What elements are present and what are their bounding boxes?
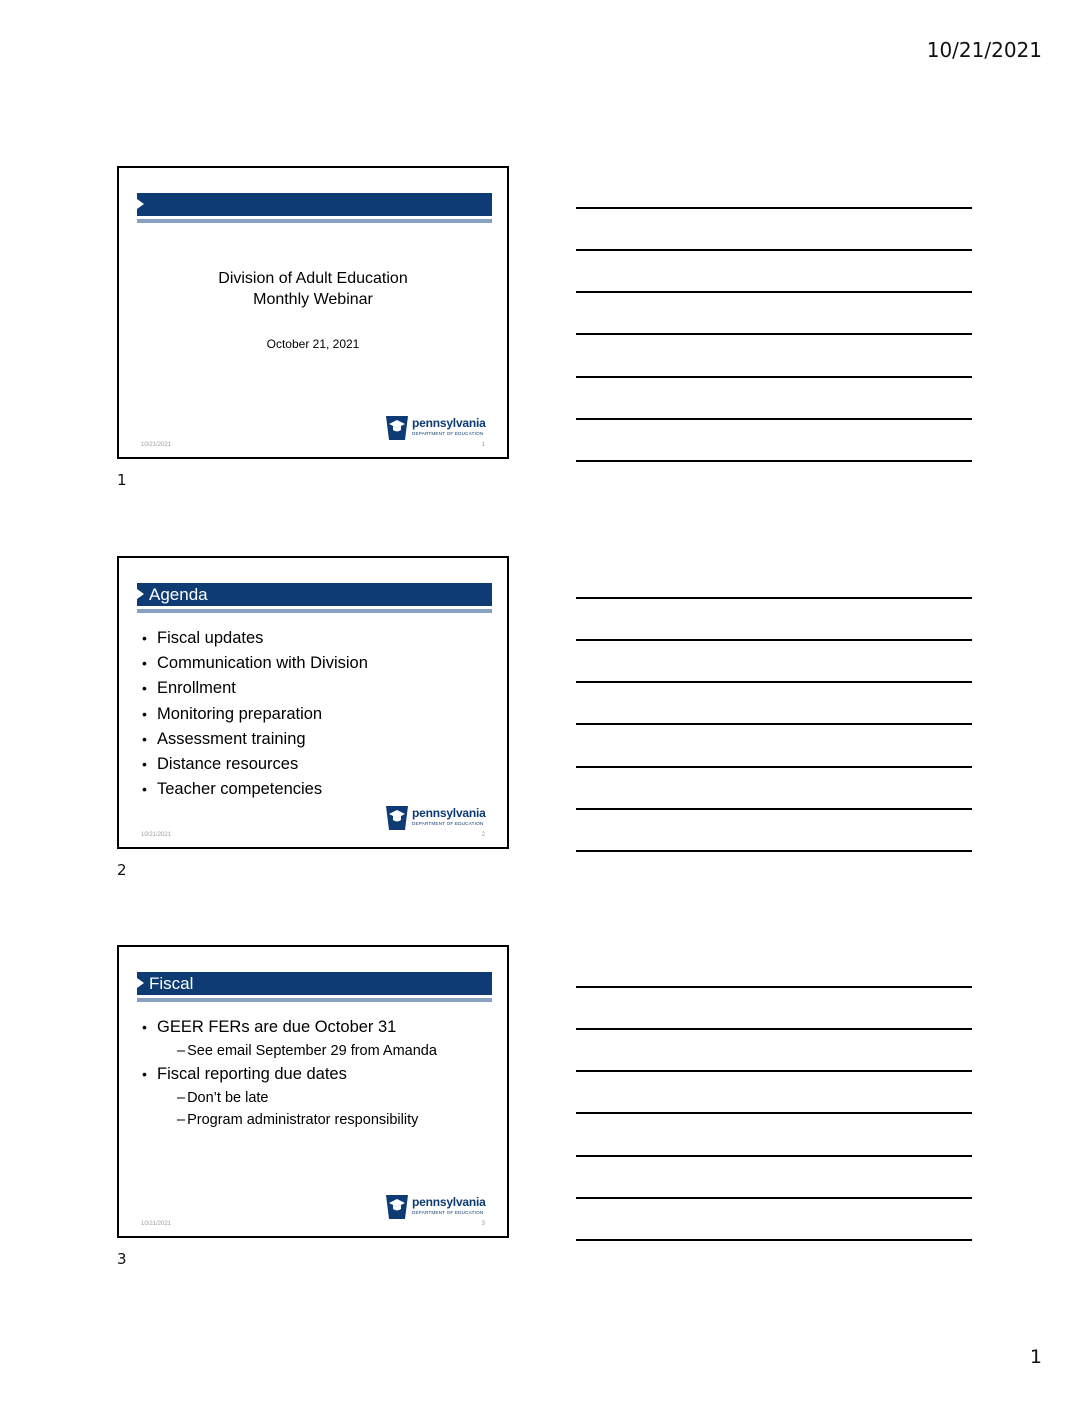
- arrow-icon: [137, 199, 144, 209]
- sub-list: [157, 1040, 437, 1062]
- sub-list-item: – Program administrator responsibility: [157, 1109, 437, 1131]
- sub-list-item: – Don’t be late: [157, 1087, 437, 1109]
- list-item: • Teacher competencies: [141, 777, 368, 802]
- note-line: [576, 1112, 972, 1114]
- brand-subtitle: DEPARTMENT OF EDUCATION: [412, 821, 484, 826]
- brand-name: pennsylvania: [412, 1195, 486, 1209]
- note-line: [576, 986, 972, 988]
- note-line: [576, 376, 972, 378]
- keystone-icon: [385, 415, 409, 441]
- note-line: [576, 207, 972, 209]
- note-line: [576, 1197, 972, 1199]
- list-item: • Assessment training: [141, 727, 368, 752]
- slide-index-1: 1: [117, 471, 127, 489]
- brand-subtitle: DEPARTMENT OF EDUCATION: [412, 1210, 484, 1215]
- slide-footer-date: 10/21/2021: [141, 1221, 172, 1227]
- note-line: [576, 597, 972, 599]
- note-line: [576, 249, 972, 251]
- slide-title: Fiscal: [149, 974, 194, 993]
- note-line: [576, 418, 972, 420]
- fiscal-list: [141, 1015, 437, 1131]
- slide-2: [117, 556, 509, 849]
- slide-1: [117, 166, 509, 459]
- cover-date: October 21, 2021: [266, 337, 360, 351]
- note-line: [576, 1155, 972, 1157]
- note-line: [576, 808, 972, 810]
- slide-title-bar: [137, 193, 492, 216]
- slide-footer-date: 10/21/2021: [141, 832, 172, 838]
- list-item: • Distance resources: [141, 752, 368, 777]
- title-underline: [137, 219, 492, 223]
- note-line: [576, 639, 972, 641]
- keystone-icon: [385, 805, 409, 831]
- slide-index-3: 3: [117, 1250, 127, 1268]
- arrow-icon: [137, 978, 144, 988]
- list-item: • Enrollment: [141, 676, 368, 701]
- cover-title: [119, 268, 507, 310]
- cover-title-line-2: Monthly Webinar: [253, 291, 373, 308]
- note-line: [576, 723, 972, 725]
- list-item: • Communication with Division: [141, 651, 368, 676]
- cover-title-line-1: Division of Adult Education: [218, 270, 408, 287]
- pa-logo: [385, 805, 489, 831]
- slide-footer-number: 2: [481, 832, 485, 838]
- title-underline: [137, 998, 492, 1002]
- page-date: 10/21/2021: [926, 38, 1042, 62]
- arrow-icon: [137, 589, 144, 599]
- sub-list-item: – See email September 29 from Amanda: [157, 1040, 437, 1062]
- note-line: [576, 1070, 972, 1072]
- keystone-icon: [385, 1194, 409, 1220]
- list-item-text: Fiscal reporting due dates: [157, 1065, 347, 1084]
- note-line: [576, 766, 972, 768]
- brand-name: pennsylvania: [412, 416, 486, 430]
- slide-title: Agenda: [149, 585, 208, 604]
- sub-list: [157, 1087, 437, 1131]
- note-line: [576, 291, 972, 293]
- note-line: [576, 460, 972, 462]
- agenda-list: [141, 626, 368, 802]
- title-underline: [137, 609, 492, 613]
- list-item: [141, 1062, 437, 1131]
- slide-index-2: 2: [117, 861, 127, 879]
- pa-logo: [385, 1194, 489, 1220]
- list-item-text: GEER FERs are due October 31: [157, 1018, 397, 1036]
- slide-footer-date: 10/21/2021: [141, 442, 172, 448]
- brand-name: pennsylvania: [412, 806, 486, 820]
- list-item: [141, 1015, 437, 1062]
- note-line: [576, 850, 972, 852]
- list-item: • Fiscal updates: [141, 626, 368, 651]
- page-number: 1: [1029, 1346, 1042, 1368]
- slide-footer-number: 1: [481, 442, 485, 448]
- note-line: [576, 681, 972, 683]
- brand-subtitle: DEPARTMENT OF EDUCATION: [412, 431, 484, 436]
- slide-footer-number: 3: [481, 1221, 485, 1227]
- note-line: [576, 1239, 972, 1241]
- note-line: [576, 333, 972, 335]
- list-item: • Monitoring preparation: [141, 702, 368, 727]
- slide-title-bar: [137, 972, 492, 995]
- pa-logo: [385, 415, 489, 441]
- note-line: [576, 1028, 972, 1030]
- slide-title-bar: [137, 583, 492, 606]
- slide-3: [117, 945, 509, 1238]
